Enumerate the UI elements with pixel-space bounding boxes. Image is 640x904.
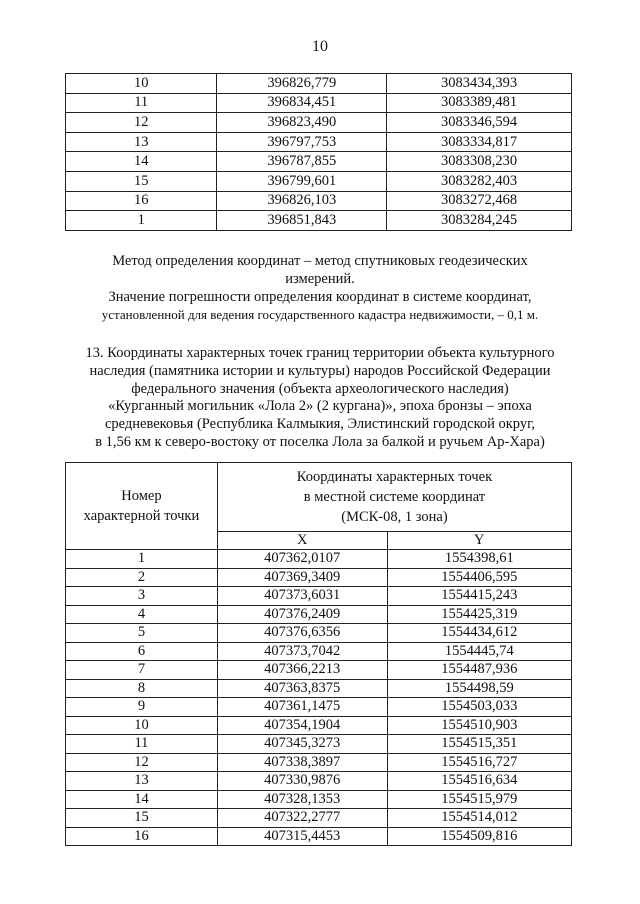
point-number-cell: 4 bbox=[66, 605, 218, 624]
x-cell: 407322,2777 bbox=[217, 809, 387, 828]
y-cell: 1554516,634 bbox=[387, 772, 571, 791]
section-13-heading bbox=[68, 345, 572, 452]
table-row bbox=[66, 772, 572, 791]
table-row bbox=[66, 716, 572, 735]
section-line: «Курганный могильник «Лола 2» (2 кургана)», эпоха бронзы – эпоха bbox=[108, 398, 532, 415]
y-cell: 1554515,351 bbox=[387, 735, 571, 754]
section-line: средневековья (Республика Калмыкия, Элистинский городской округ, bbox=[104, 416, 536, 433]
table-row bbox=[66, 171, 572, 191]
point-number-cell: 7 bbox=[66, 661, 218, 680]
x-cell: 396834,451 bbox=[217, 93, 387, 113]
x-cell: 407369,3409 bbox=[217, 568, 387, 587]
y-cell: 1554425,319 bbox=[387, 605, 571, 624]
point-number-cell: 9 bbox=[66, 698, 218, 717]
x-cell: 407373,6031 bbox=[217, 587, 387, 606]
table-row bbox=[66, 74, 572, 94]
y-cell: 1554487,936 bbox=[387, 661, 571, 680]
header-text: (МСК-08, 1 зона) bbox=[341, 509, 448, 525]
x-cell: 407345,3273 bbox=[217, 735, 387, 754]
table-row bbox=[66, 191, 572, 211]
x-cell: 407362,0107 bbox=[217, 550, 387, 569]
table-row bbox=[66, 132, 572, 152]
x-column-header: X bbox=[217, 532, 387, 550]
x-cell: 407338,3897 bbox=[217, 753, 387, 772]
y-cell: 3083272,468 bbox=[387, 191, 572, 211]
y-column-header: Y bbox=[387, 532, 571, 550]
table-row bbox=[66, 605, 572, 624]
point-number-cell: 8 bbox=[66, 679, 218, 698]
point-number-cell: 15 bbox=[66, 809, 218, 828]
table-row bbox=[66, 568, 572, 587]
x-cell: 407376,6356 bbox=[217, 624, 387, 643]
point-number-cell: 14 bbox=[66, 152, 217, 172]
point-number-cell: 6 bbox=[66, 642, 218, 661]
point-number-cell: 11 bbox=[66, 93, 217, 113]
accuracy-line: установленной для ведения государственного кадастра недвижимости, – 0,1 м. bbox=[101, 307, 539, 322]
x-cell: 396826,103 bbox=[217, 191, 387, 211]
table-row bbox=[66, 679, 572, 698]
point-number-cell: 1 bbox=[66, 211, 217, 231]
table-row bbox=[66, 587, 572, 606]
x-cell: 407315,4453 bbox=[217, 827, 387, 846]
section-line: наследия (памятника истории и культуры) народов Российской Федерации bbox=[89, 362, 551, 379]
point-number-cell: 3 bbox=[66, 587, 218, 606]
point-number-cell: 5 bbox=[66, 624, 218, 643]
method-line: Метод определения координат – метод спутниковых геодезических bbox=[112, 253, 528, 269]
header-text: в местной системе координат bbox=[303, 489, 486, 505]
section-line: в 1,56 км к северо-востоку от поселка Лола за балкой и ручьем Ар-Хара) bbox=[95, 433, 545, 450]
table-row bbox=[66, 152, 572, 172]
y-cell: 3083282,403 bbox=[387, 171, 572, 191]
y-cell: 1554514,012 bbox=[387, 809, 571, 828]
y-cell: 1554510,903 bbox=[387, 716, 571, 735]
table-row bbox=[66, 827, 572, 846]
point-number-cell: 1 bbox=[66, 550, 218, 569]
x-cell: 407330,9876 bbox=[217, 772, 387, 791]
y-cell: 1554434,612 bbox=[387, 624, 571, 643]
table-row bbox=[66, 809, 572, 828]
table-row bbox=[66, 735, 572, 754]
page-number: 10 bbox=[312, 38, 328, 55]
y-cell: 3083284,245 bbox=[387, 211, 572, 231]
table-header-row bbox=[66, 463, 572, 532]
x-cell: 396799,601 bbox=[217, 171, 387, 191]
x-cell: 396787,855 bbox=[217, 152, 387, 172]
table-row bbox=[66, 211, 572, 231]
y-cell: 1554515,979 bbox=[387, 790, 571, 809]
section-line: 13. Координаты характерных точек границ территории объекта культурного bbox=[85, 345, 555, 361]
y-cell: 1554445,74 bbox=[387, 642, 571, 661]
point-number-cell: 16 bbox=[66, 827, 218, 846]
table-row bbox=[66, 550, 572, 569]
table-row bbox=[66, 642, 572, 661]
method-description bbox=[70, 252, 570, 324]
y-cell: 1554415,243 bbox=[387, 587, 571, 606]
table-row bbox=[66, 661, 572, 680]
point-number-cell: 11 bbox=[66, 735, 218, 754]
point-number-cell: 13 bbox=[66, 132, 217, 152]
table-row bbox=[66, 698, 572, 717]
x-cell: 407373,7042 bbox=[217, 642, 387, 661]
header-text: характерной точки bbox=[83, 508, 200, 524]
point-number-cell: 15 bbox=[66, 171, 217, 191]
coordinates-table-continued bbox=[65, 73, 572, 231]
table-row bbox=[66, 93, 572, 113]
x-cell: 396851,843 bbox=[217, 211, 387, 231]
x-cell: 407354,1904 bbox=[217, 716, 387, 735]
x-cell: 407328,1353 bbox=[217, 790, 387, 809]
y-cell: 3083308,230 bbox=[387, 152, 572, 172]
point-number-cell: 12 bbox=[66, 113, 217, 133]
y-cell: 1554509,816 bbox=[387, 827, 571, 846]
header-text: Координаты характерных точек bbox=[296, 469, 493, 485]
y-cell: 3083346,594 bbox=[387, 113, 572, 133]
table-row bbox=[66, 113, 572, 133]
x-cell: 396823,490 bbox=[217, 113, 387, 133]
coordinates-header bbox=[217, 463, 571, 532]
point-number-cell: 10 bbox=[66, 74, 217, 94]
x-cell: 407363,8375 bbox=[217, 679, 387, 698]
x-cell: 396797,753 bbox=[217, 132, 387, 152]
y-cell: 1554398,61 bbox=[387, 550, 571, 569]
point-number-cell: 2 bbox=[66, 568, 218, 587]
y-cell: 3083389,481 bbox=[387, 93, 572, 113]
y-cell: 3083334,817 bbox=[387, 132, 572, 152]
point-number-cell: 16 bbox=[66, 191, 217, 211]
x-cell: 396826,779 bbox=[217, 74, 387, 94]
point-number-header bbox=[66, 463, 218, 550]
accuracy-line: Значение погрешности определения координат в системе координат, bbox=[108, 289, 532, 305]
y-cell: 1554406,595 bbox=[387, 568, 571, 587]
coordinates-table bbox=[65, 462, 572, 846]
method-line: измерений. bbox=[285, 271, 355, 287]
x-cell: 407361,1475 bbox=[217, 698, 387, 717]
point-number-cell: 10 bbox=[66, 716, 218, 735]
table-row bbox=[66, 624, 572, 643]
table-row bbox=[66, 753, 572, 772]
table-row bbox=[66, 790, 572, 809]
section-line: федерального значения (объекта археологического наследия) bbox=[131, 380, 509, 397]
y-cell: 1554516,727 bbox=[387, 753, 571, 772]
y-cell: 1554503,033 bbox=[387, 698, 571, 717]
point-number-cell: 14 bbox=[66, 790, 218, 809]
y-cell: 3083434,393 bbox=[387, 74, 572, 94]
y-cell: 1554498,59 bbox=[387, 679, 571, 698]
point-number-cell: 12 bbox=[66, 753, 218, 772]
header-text: Номер bbox=[121, 488, 162, 504]
point-number-cell: 13 bbox=[66, 772, 218, 791]
x-cell: 407376,2409 bbox=[217, 605, 387, 624]
x-cell: 407366,2213 bbox=[217, 661, 387, 680]
